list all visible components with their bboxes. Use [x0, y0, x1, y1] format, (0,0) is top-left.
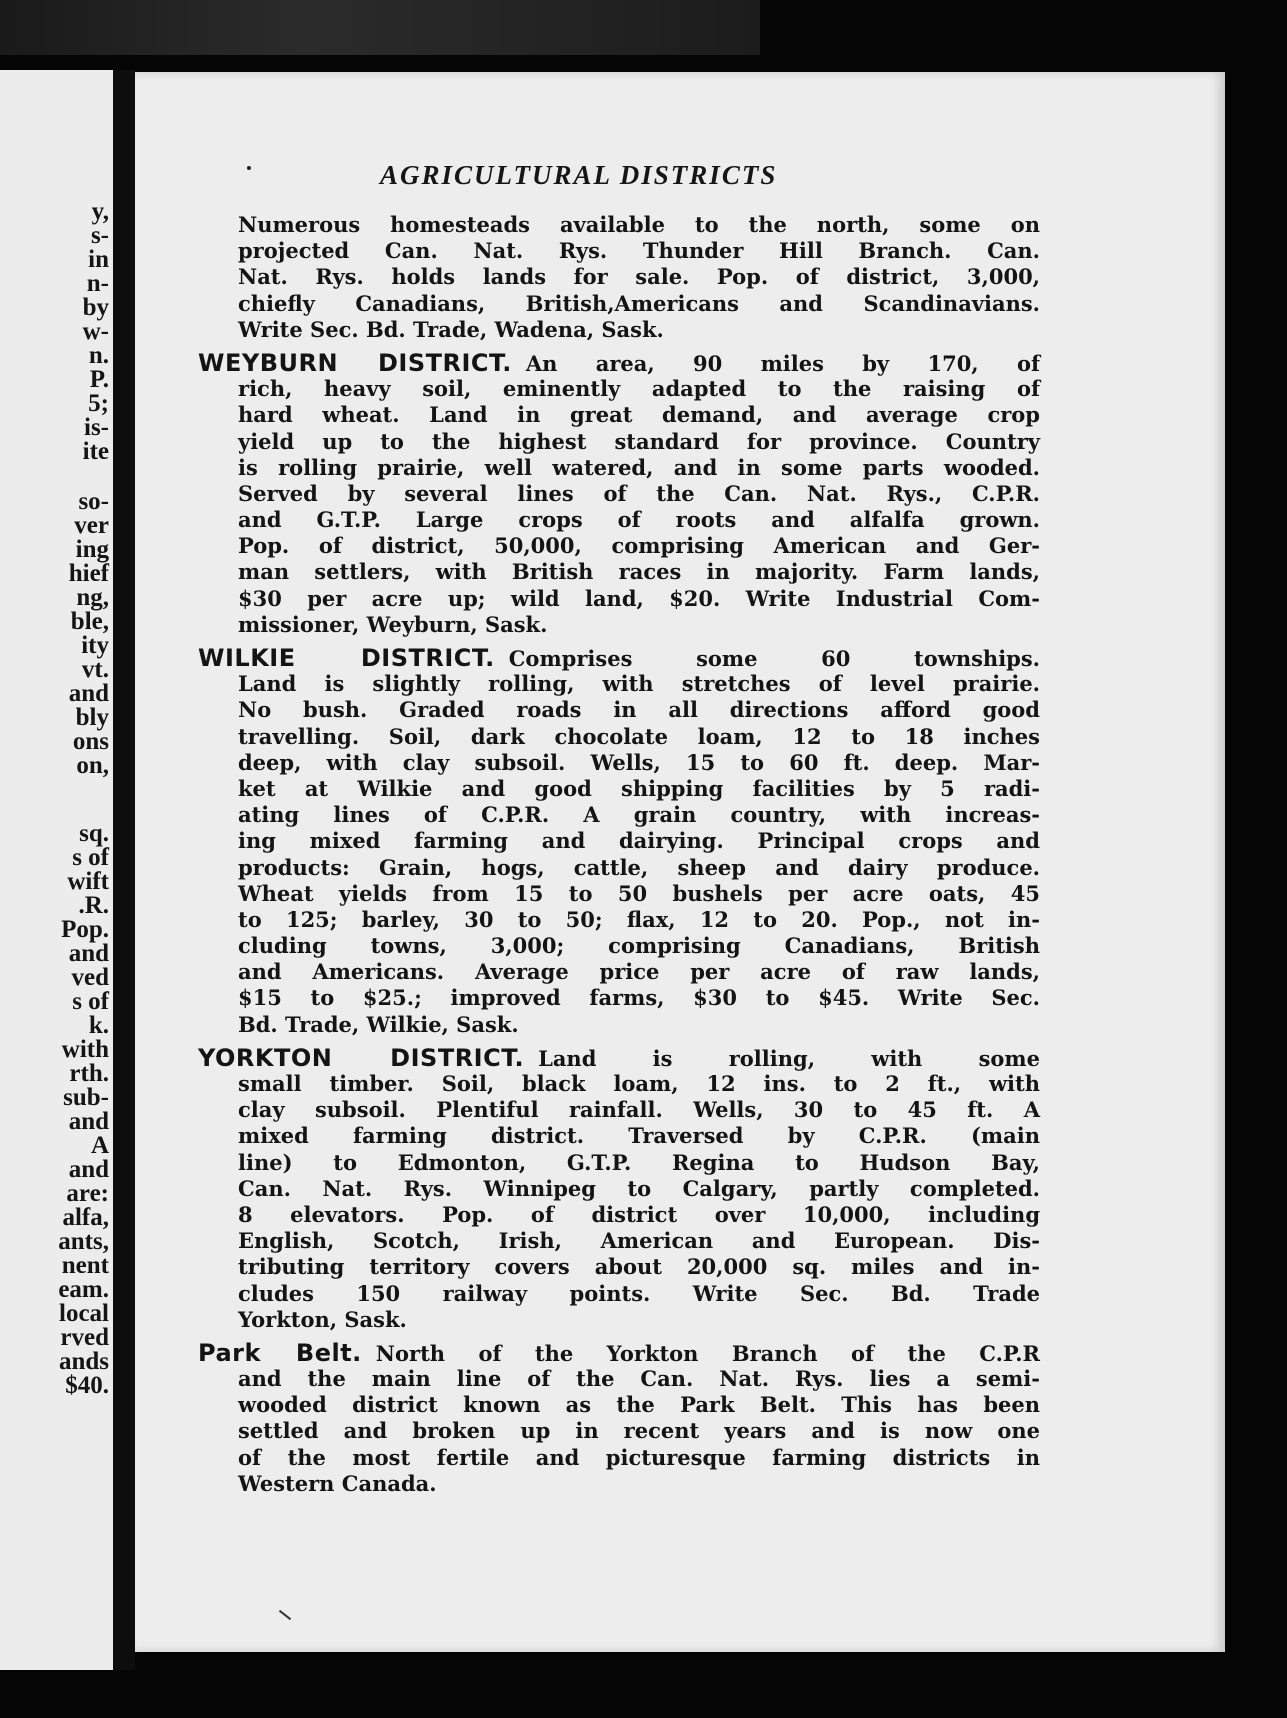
- ink-dot: [247, 166, 251, 170]
- left-page-fragment: and: [68, 940, 109, 967]
- text-line: $30 per acre up; wild land, $20. Write Industrial Com-: [238, 585, 1040, 611]
- left-page-fragment: nent: [61, 1252, 109, 1279]
- left-page-fragment: alfa,: [62, 1204, 109, 1231]
- line-text: An area, 90 miles by 170, of: [525, 350, 1040, 376]
- text-line: missioner, Weyburn, Sask.: [238, 611, 548, 637]
- text-line: projected Can. Nat. Rys. Thunder Hill Branch. Can.: [238, 238, 1040, 264]
- left-page-fragment: P.: [89, 366, 109, 393]
- left-page-fragment: with: [61, 1036, 109, 1063]
- page-body: [198, 212, 1040, 1504]
- left-page-fragment: by: [82, 294, 109, 321]
- text-line: 8 elevators. Pop. of district over 10,000, including: [238, 1201, 1040, 1227]
- left-page-fragment: and: [68, 1156, 109, 1183]
- left-page-fragment: A: [90, 1132, 109, 1159]
- district-heading: Park Belt.: [198, 1338, 362, 1367]
- text-line: clay subsoil. Plentiful rainfall. Wells, 30 to 45 ft. A: [238, 1097, 1040, 1123]
- text-line: small timber. Soil, black loam, 12 ins. to 2 ft., with: [238, 1071, 1040, 1096]
- text-line: [198, 645, 1040, 671]
- text-line: [198, 1340, 1040, 1366]
- text-line: hard wheat. Land in great demand, and average crop: [238, 402, 1040, 428]
- text-line: and G.T.P. Large crops of roots and alfalfa grown.: [238, 507, 1040, 533]
- district-paragraph: [198, 645, 1040, 1038]
- text-line: of the most fertile and picturesque farming districts in: [238, 1444, 1040, 1470]
- text-line: wooded district known as the Park Belt. This has been: [238, 1392, 1040, 1418]
- left-page-fragment: rth.: [69, 1060, 109, 1087]
- scan-border-strip: [0, 0, 760, 55]
- left-page-fragment: ons: [72, 728, 109, 755]
- text-line: Can. Nat. Rys. Winnipeg to Calgary, partly completed.: [238, 1175, 1040, 1201]
- text-line: Pop. of district, 50,000, comprising American and Ger-: [238, 533, 1040, 559]
- district-paragraph: [198, 350, 1040, 638]
- district-paragraph: [198, 1045, 1040, 1333]
- text-line: man settlers, with British races in majority. Farm lands,: [238, 559, 1040, 585]
- text-line: settled and broken up in recent years and is now one: [238, 1418, 1040, 1444]
- previous-page-fragment: [0, 70, 113, 1670]
- left-page-fragment: local: [59, 1300, 109, 1327]
- left-page-fragment: sub-: [63, 1084, 109, 1111]
- text-line: ating lines of C.P.R. A grain country, with increas-: [238, 802, 1040, 828]
- text-line: ing mixed farming and dairying. Principal crops and: [238, 828, 1040, 854]
- text-line: cludes 150 railway points. Write Sec. Bd. Trade: [238, 1280, 1040, 1306]
- text-line: cluding towns, 3,000; comprising Canadians, British: [238, 933, 1040, 959]
- left-page-fragment: $40.: [65, 1372, 109, 1399]
- text-line: tributing territory covers about 20,000 sq. miles and in-: [238, 1254, 1040, 1280]
- left-page-fragment: wift: [67, 868, 109, 895]
- text-line: $15 to $25.; improved farms, $30 to $45. Write Sec.: [238, 985, 1040, 1011]
- text-line: ket at Wilkie and good shipping facilities by 5 radi-: [238, 775, 1040, 801]
- left-page-fragment: hief: [68, 560, 109, 587]
- text-line: Bd. Trade, Wilkie, Sask.: [238, 1011, 519, 1037]
- text-line: Land is slightly rolling, with stretches of level prairie.: [238, 671, 1040, 697]
- line-text: North of the Yorkton Branch of the C.P.R: [375, 1340, 1040, 1366]
- left-page-fragment: s of: [72, 844, 109, 871]
- text-line: English, Scotch, Irish, American and European. Dis-: [238, 1228, 1040, 1254]
- text-line: [198, 350, 1040, 376]
- left-page-fragment: in: [88, 246, 109, 273]
- left-page-fragment: ity: [81, 632, 109, 659]
- text-line: and Americans. Average price per acre of raw lands,: [238, 959, 1040, 985]
- left-page-fragment: so-: [78, 488, 109, 515]
- text-line: mixed farming district. Traversed by C.P.R. (main: [238, 1123, 1040, 1149]
- left-page-fragment: n-: [86, 270, 109, 297]
- district-heading: YORKTON DISTRICT.: [198, 1043, 525, 1072]
- line-text: Comprises some 60 townships.: [508, 646, 1040, 671]
- district-paragraph: [198, 1340, 1040, 1497]
- book-spine: [113, 70, 135, 1670]
- text-line: to 125; barley, 30 to 50; flax, 12 to 20. Pop., not in-: [238, 906, 1040, 932]
- text-line: and the main line of the Can. Nat. Rys. lies a semi-: [238, 1366, 1040, 1392]
- left-page-fragment: Pop.: [61, 916, 109, 943]
- district-heading: WEYBURN DISTRICT.: [198, 348, 512, 377]
- text-line: rich, heavy soil, eminently adapted to the raising of: [238, 376, 1040, 402]
- left-page-fragment: bly: [75, 704, 109, 731]
- left-page-fragment: ite: [82, 438, 109, 465]
- left-page-fragment: and: [68, 680, 109, 707]
- left-page-fragment: are:: [66, 1180, 109, 1207]
- text-line: Write Sec. Bd. Trade, Wadena, Sask.: [238, 316, 664, 342]
- left-page-fragment: y,: [91, 198, 109, 225]
- left-page-fragment: ver: [74, 512, 109, 539]
- text-line: chiefly Canadians, British,Americans and Scandinavians.: [238, 290, 1040, 316]
- left-page-fragment: eam.: [58, 1276, 109, 1303]
- left-page-fragment: ng,: [76, 584, 109, 611]
- text-line: Served by several lines of the Can. Nat. Rys., C.P.R.: [238, 480, 1040, 506]
- left-page-fragment: .R.: [78, 892, 109, 919]
- left-page-fragment: n.: [88, 342, 109, 369]
- text-line: [198, 1045, 1040, 1071]
- text-line: travelling. Soil, dark chocolate loam, 12 to 18 inches: [238, 723, 1040, 749]
- text-line: Wheat yields from 15 to 50 bushels per acre oats, 45: [238, 880, 1040, 906]
- left-page-fragment: is-: [84, 414, 109, 441]
- text-line: No bush. Graded roads in all directions afford good: [238, 697, 1040, 723]
- left-page-fragment: k.: [88, 1012, 109, 1039]
- page-title: AGRICULTURAL DISTRICTS: [380, 160, 778, 190]
- district-paragraph: [198, 212, 1040, 343]
- left-page-fragment: ands: [58, 1348, 109, 1375]
- text-line: Western Canada.: [238, 1470, 437, 1496]
- left-page-fragment: ble,: [70, 608, 109, 635]
- left-page-fragment: and: [68, 1108, 109, 1135]
- left-page-fragment: s of: [72, 988, 109, 1015]
- text-line: deep, with clay subsoil. Wells, 15 to 60 ft. deep. Mar-: [238, 749, 1040, 775]
- text-line: Yorkton, Sask.: [238, 1306, 407, 1332]
- left-page-fragment: rved: [60, 1324, 109, 1351]
- text-line: line) to Edmonton, G.T.P. Regina to Hudson Bay,: [238, 1149, 1040, 1175]
- left-page-fragment: sq.: [79, 820, 109, 847]
- left-page-fragment: ing: [75, 536, 109, 563]
- district-heading: WILKIE DISTRICT.: [198, 644, 495, 672]
- left-page-fragment: vt.: [81, 656, 109, 683]
- text-line: products: Grain, hogs, cattle, sheep and dairy produce.: [238, 854, 1040, 880]
- left-page-fragment: s-: [90, 222, 109, 249]
- left-page-fragment: ved: [71, 964, 109, 991]
- text-line: Numerous homesteads available to the north, some on: [238, 212, 1040, 237]
- text-line: Nat. Rys. holds lands for sale. Pop. of district, 3,000,: [238, 264, 1040, 290]
- left-page-fragment: w-: [82, 318, 109, 345]
- text-line: is rolling prairie, well watered, and in some parts wooded.: [238, 454, 1040, 480]
- left-page-fragment: 5;: [88, 390, 109, 417]
- text-line: yield up to the highest standard for province. Country: [238, 428, 1040, 454]
- left-page-fragment: on,: [76, 752, 109, 779]
- line-text: Land is rolling, with some: [538, 1045, 1040, 1071]
- left-page-fragment: ants,: [58, 1228, 109, 1255]
